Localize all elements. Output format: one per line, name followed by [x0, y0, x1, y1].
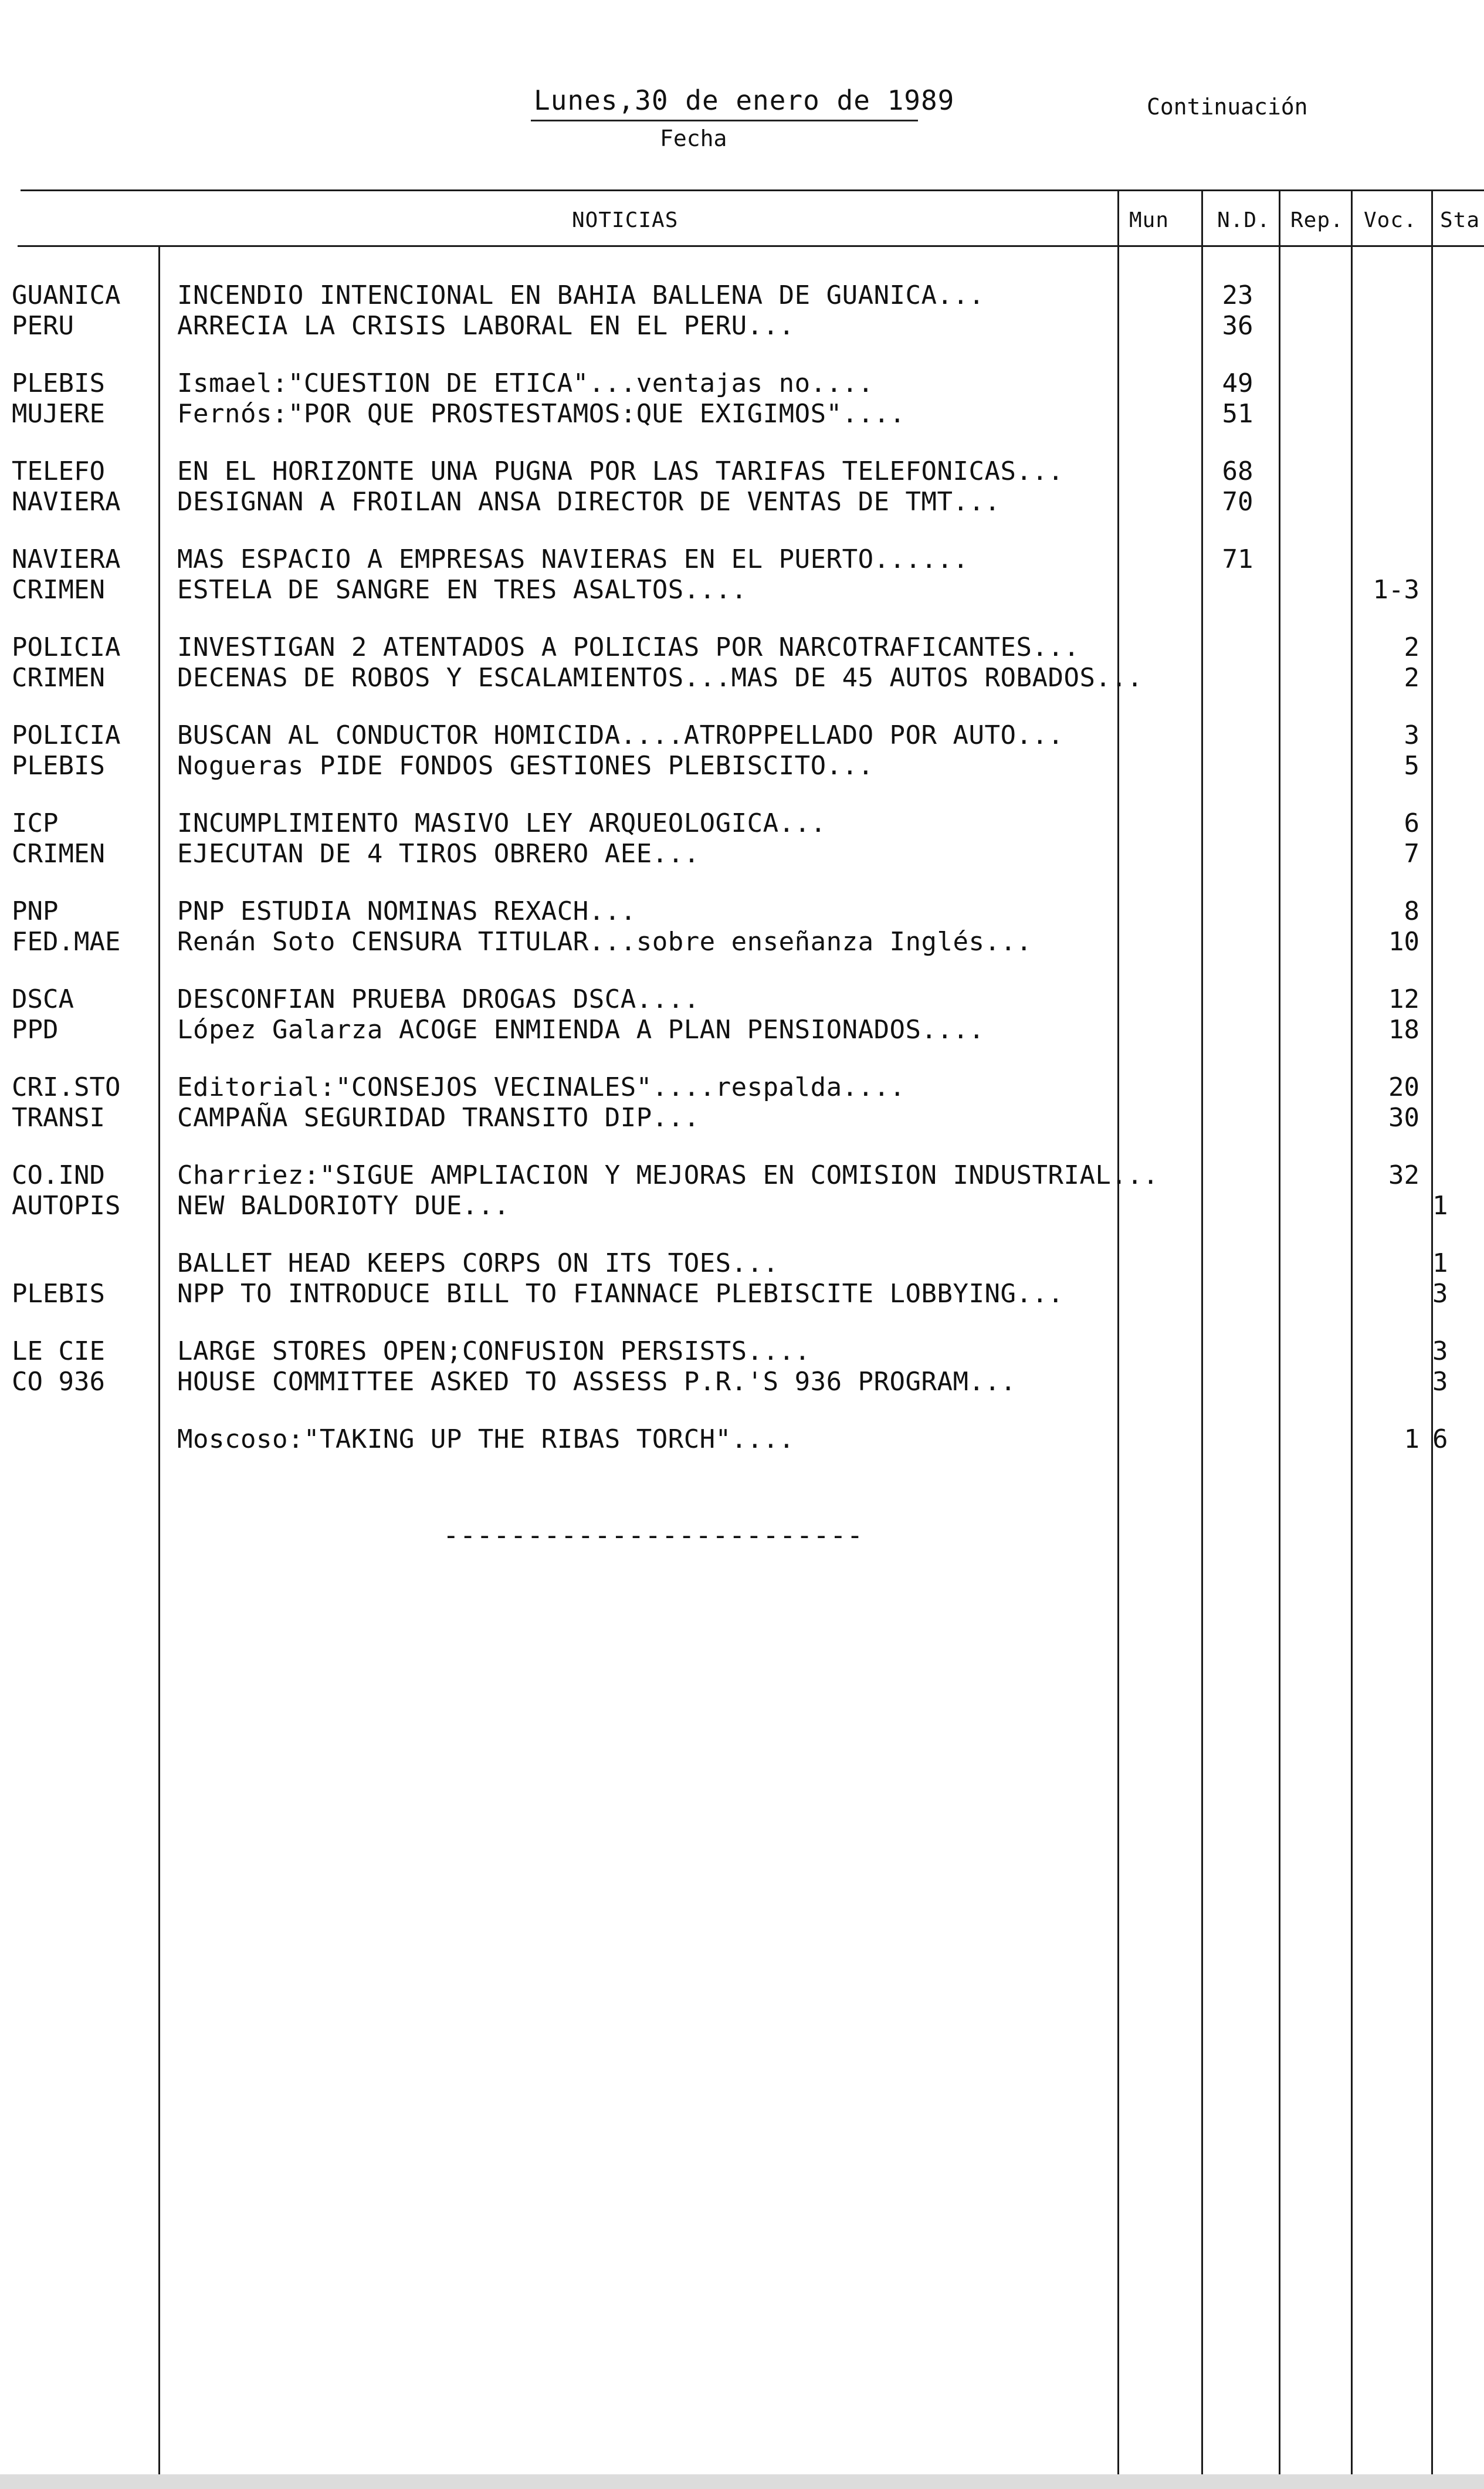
row-category: NAVIERA — [12, 487, 121, 517]
fecha-label: Fecha — [660, 126, 727, 151]
row-headline: DESCONFIAN PRUEBA DROGAS DSCA.... — [177, 984, 700, 1014]
row-headline: DESIGNAN A FROILAN ANSA DIRECTOR DE VENTAS DE TMT... — [177, 487, 1001, 517]
row-voc-page: 2 — [1404, 632, 1419, 662]
row-headline: Nogueras PIDE FONDOS GESTIONES PLEBISCITO... — [177, 751, 874, 781]
row-voc-page: 18 — [1388, 1015, 1419, 1045]
row-category: TRANSI — [12, 1103, 105, 1133]
row-headline: MAS ESPACIO A EMPRESAS NAVIERAS EN EL PUERTO...... — [177, 544, 969, 574]
row-sta-page: 6 — [1432, 1424, 1448, 1454]
row-voc-page: 1-3 — [1373, 575, 1419, 605]
row-headline: DECENAS DE ROBOS Y ESCALAMIENTOS...MAS DE 45 AUTOS ROBADOS... — [177, 663, 1143, 693]
row-category: PLEBIS — [12, 751, 105, 781]
row-voc-page: 7 — [1404, 839, 1419, 869]
document-date: Lunes,30 de enero de 1989 — [534, 84, 955, 116]
row-nd-page: 49 — [1222, 368, 1253, 398]
row-headline: HOUSE COMMITTEE ASKED TO ASSESS P.R.'S 936 PROGRAM... — [177, 1367, 1017, 1397]
row-voc-page: 5 — [1404, 751, 1419, 781]
row-headline: INVESTIGAN 2 ATENTADOS A POLICIAS POR NARCOTRAFICANTES... — [177, 632, 1080, 662]
row-voc-page: 12 — [1388, 984, 1419, 1014]
column-header-noticias: NOTICIAS — [572, 208, 679, 232]
row-voc-page: 30 — [1388, 1103, 1419, 1133]
row-category: PERU — [12, 311, 74, 341]
row-headline: Editorial:"CONSEJOS VECINALES"....respalda.... — [177, 1072, 906, 1102]
row-headline: NEW BALDORIOTY DUE... — [177, 1191, 510, 1221]
row-headline: Fernós:"POR QUE PROSTESTAMOS:QUE EXIGIMOS".... — [177, 399, 906, 429]
row-category: TELEFO — [12, 456, 105, 486]
row-sta-page: 1 — [1432, 1248, 1448, 1278]
row-headline: López Galarza ACOGE ENMIENDA A PLAN PENSIONADOS.... — [177, 1015, 985, 1045]
row-nd-page: 51 — [1222, 399, 1253, 429]
row-nd-page: 36 — [1222, 311, 1253, 341]
row-category: DSCA — [12, 984, 74, 1014]
row-category: CRIMEN — [12, 663, 105, 693]
row-nd-page: 68 — [1222, 456, 1253, 486]
row-headline: BALLET HEAD KEEPS CORPS ON ITS TOES... — [177, 1248, 779, 1278]
row-category: FED.MAE — [12, 927, 121, 957]
row-headline: EN EL HORIZONTE UNA PUGNA POR LAS TARIFAS TELEFONICAS... — [177, 456, 1064, 486]
row-category: GUANICA — [12, 280, 121, 310]
row-category: LE CIE — [12, 1336, 105, 1366]
date-underline — [531, 120, 918, 121]
row-headline: BUSCAN AL CONDUCTOR HOMICIDA....ATROPPELLADO POR AUTO... — [177, 720, 1064, 750]
row-headline: Moscoso:"TAKING UP THE RIBAS TORCH".... — [177, 1424, 795, 1454]
row-headline: INCUMPLIMIENTO MASIVO LEY ARQUEOLOGICA... — [177, 808, 826, 838]
row-category: PLEBIS — [12, 368, 105, 398]
row-headline: ESTELA DE SANGRE EN TRES ASALTOS.... — [177, 575, 747, 605]
table-top-rule — [21, 189, 1484, 191]
row-category: MUJERE — [12, 399, 105, 429]
divider-mun — [1117, 189, 1119, 2474]
row-headline: Renán Soto CENSURA TITULAR...sobre enseñanza Inglés... — [177, 927, 1032, 957]
end-rule: ------------------------- — [443, 1519, 864, 1551]
row-voc-page: 1 — [1404, 1424, 1419, 1454]
row-category: CRIMEN — [12, 839, 105, 869]
scan-bottom-edge — [0, 2474, 1484, 2489]
row-headline: Charriez:"SIGUE AMPLIACION Y MEJORAS EN COMISION INDUSTRIAL... — [177, 1160, 1159, 1190]
row-sta-page: 3 — [1432, 1367, 1448, 1397]
row-category: PPD — [12, 1015, 59, 1045]
row-category: POLICIA — [12, 720, 121, 750]
row-headline: NPP TO INTRODUCE BILL TO FIANNACE PLEBISCITE LOBBYING... — [177, 1279, 1064, 1309]
row-category: AUTOPIS — [12, 1191, 121, 1221]
row-headline: INCENDIO INTENCIONAL EN BAHIA BALLENA DE GUANICA... — [177, 280, 985, 310]
table-header-rule — [18, 245, 1484, 247]
row-category: CO.IND — [12, 1160, 105, 1190]
row-category: ICP — [12, 808, 59, 838]
row-headline: EJECUTAN DE 4 TIROS OBRERO AEE... — [177, 839, 700, 869]
row-nd-page: 23 — [1222, 280, 1253, 310]
row-category: CRI.STO — [12, 1072, 121, 1102]
row-headline: Ismael:"CUESTION DE ETICA"...ventajas no.... — [177, 368, 874, 398]
row-voc-page: 20 — [1388, 1072, 1419, 1102]
row-headline: LARGE STORES OPEN;CONFUSION PERSISTS.... — [177, 1336, 811, 1366]
divider-nd — [1201, 189, 1203, 2474]
row-category: NAVIERA — [12, 544, 121, 574]
row-voc-page: 3 — [1404, 720, 1419, 750]
row-category: CRIMEN — [12, 575, 105, 605]
column-header-nd: N.D. — [1217, 208, 1270, 232]
row-nd-page: 71 — [1222, 544, 1253, 574]
divider-voc — [1351, 189, 1353, 2474]
row-voc-page: 10 — [1388, 927, 1419, 957]
column-header-voc: Voc. — [1364, 208, 1417, 232]
row-sta-page: 3 — [1432, 1279, 1448, 1309]
row-sta-page: 3 — [1432, 1336, 1448, 1366]
divider-sta — [1431, 189, 1433, 2474]
continuation-label: Continuación — [1147, 94, 1308, 120]
row-nd-page: 70 — [1222, 487, 1253, 517]
row-headline: PNP ESTUDIA NOMINAS REXACH... — [177, 896, 636, 926]
row-sta-page: 1 — [1432, 1191, 1448, 1221]
row-voc-page: 32 — [1388, 1160, 1419, 1190]
column-header-rep: Rep. — [1290, 208, 1344, 232]
divider-rep — [1279, 189, 1280, 2474]
column-header-sta: Sta — [1440, 208, 1480, 232]
column-header-mun: Mun — [1129, 208, 1170, 232]
row-voc-page: 8 — [1404, 896, 1419, 926]
row-category: CO 936 — [12, 1367, 105, 1397]
row-voc-page: 2 — [1404, 663, 1419, 693]
row-voc-page: 6 — [1404, 808, 1419, 838]
row-headline: CAMPAÑA SEGURIDAD TRANSITO DIP... — [177, 1103, 700, 1133]
row-category: PLEBIS — [12, 1279, 105, 1309]
divider-category — [158, 246, 160, 2474]
row-category: POLICIA — [12, 632, 121, 662]
row-category: PNP — [12, 896, 59, 926]
row-headline: ARRECIA LA CRISIS LABORAL EN EL PERU... — [177, 311, 795, 341]
